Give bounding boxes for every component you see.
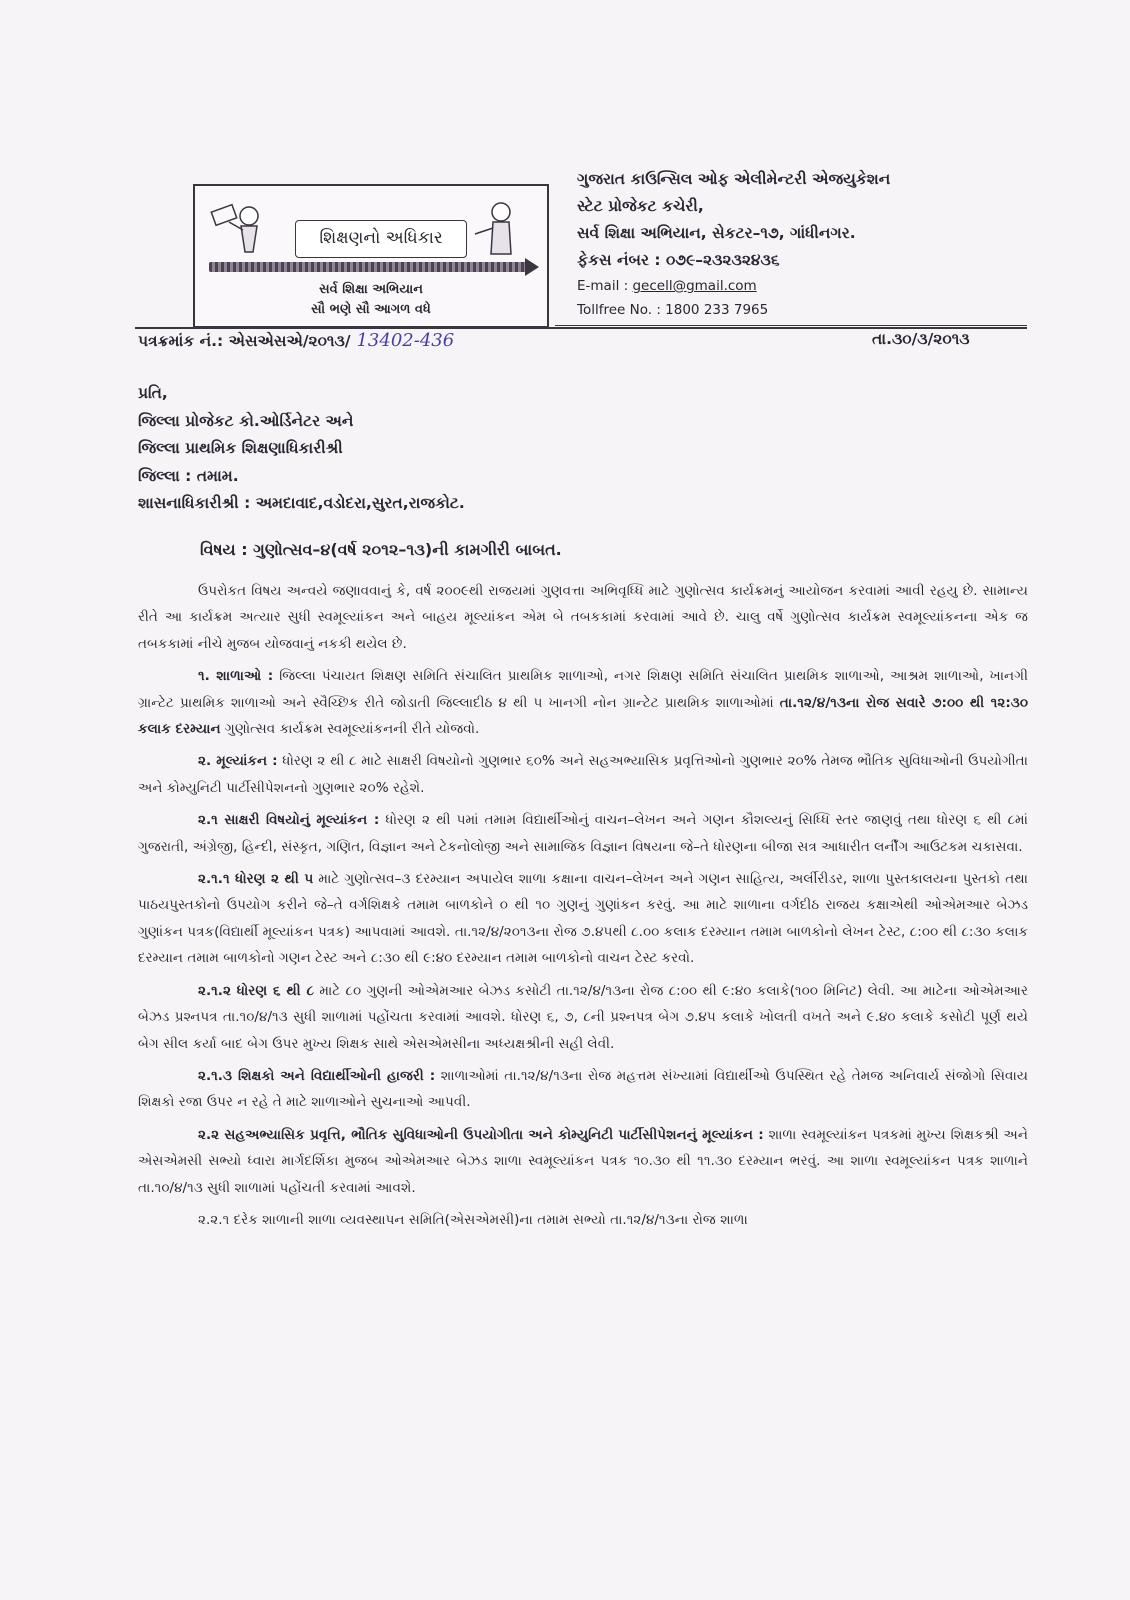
para-2-heading: ૨. મૂલ્યાંકન : <box>198 753 278 770</box>
recipient-line: જિલ્લા પ્રાથમિક શિક્ષણાધિકારીશ્રી <box>138 439 343 457</box>
para-1-text-end: ગુણોત્સવ કાર્યક્રમ સ્વમૂલ્યાંકનની રીતે યોજવો. <box>220 721 480 738</box>
paragraph-2-1-1 <box>138 866 1028 972</box>
recipient-line: જિલ્લા પ્રોજેકટ કો.ઓર્ડિનેટર અને <box>138 411 354 430</box>
paragraph-2-1-2 <box>138 978 1028 1057</box>
paragraph-2-1 <box>138 807 1028 860</box>
paragraph-2-1-3 <box>138 1063 1028 1116</box>
child-pencil-icon <box>471 194 533 264</box>
pencil-tip <box>525 258 539 276</box>
child-reading-icon <box>209 194 279 264</box>
para-2-1-2-heading: ૨.૧.૨ ધોરણ ૬ થી ૮ <box>198 982 314 999</box>
header-rule-top <box>555 325 1027 326</box>
paragraph-1 <box>138 663 1028 742</box>
paragraph-2-2 <box>138 1122 1028 1201</box>
org-email-link[interactable]: gecell@gmail.com <box>632 278 757 294</box>
para-1-heading: ૧. શાળાઓ : <box>198 668 274 685</box>
recipient-block <box>138 380 465 518</box>
para-2-1-heading: ૨.૧ સાક્ષરી વિષયોનું મૂલ્યાંકન : <box>198 812 380 829</box>
org-name: ગુજરાત કાઉન્સિલ ઓફ એલીમેન્ટરી એજયુકેશન <box>577 170 891 188</box>
org-tollfree: Tollfree No. : 1800 233 7965 <box>577 302 769 318</box>
para-1-bold: તા.૧૨/૪/૧૩ના રોજ સવારે ૭:૦૦ થી ૧૨:૩૦ કલાક દરમ્યાન <box>138 694 1028 738</box>
org-address <box>577 166 1037 322</box>
para-2-1-1-text: માટે ગુણોત્સવ–૩ દરમ્યાન અપાયેલ શાળા કક્ષાના વાચન–લેખન અને ગણન સાહિત્ય, અર્લીરીડર, શાળા પુસ્તકાલયના પુસ્તકો તથા પાઠયપુસ્તકોનો ઉપયોગ કરીને જે–તે વર્ગશિક્ષકે તમામ બાળકોને ૦ થી ૧૦ ગુણનું ગુણાંકન કરવું. આ માટે શાળાના વર્ગદીઠ રાજય કક્ષાએથી ઓએમઆર બેઝડ ગુણાંકન પત્રક(વિદ્યાર્થી મૂલ્યાંકન પત્રક) આપવામાં આવશે. તા.૧૨/૪/૨૦૧૩ના રોજ ૭.૪૫થી ૮.૦૦ કલાક દરમ્યાન તમામ બાળકોનો લેખન ટેસ્ટ, ૮:૦૦ થી ૮:૩૦ કલાક દરમ્યાન તમામ બાળકોનો ગણન ટેસ્ટ અને ૮:૩૦ થી ૯:૪૦ દરમ્યાન તમામ બાળકોનો વાચન ટેસ્ટ કરવો. <box>138 871 1028 967</box>
para-2-text: ધોરણ ૨ થી ૮ માટે સાક્ષરી વિષયોનો ગુણભાર ૬૦% અને સહઅભ્યાસિક પ્રવૃત્તિઓનો ગુણભાર ૨૦% તેમજ ભૌતિક સુવિધાઓની ઉપયોગીતા અને કોમ્યુનિટી પાર્ટીસીપેશનનો ગુણભાર ૨૦% રહેશે. <box>138 753 1029 796</box>
logo-tagline-2: સૌ ભણે સૌ આગળ વધે <box>311 302 431 317</box>
letter-body <box>138 578 1028 1239</box>
header-rule <box>135 327 1027 329</box>
pencil-bar <box>209 262 527 272</box>
org-address-line: સર્વ શિક્ષા અભિયાન, સેકટર–૧૭, ગાંધીનગર. <box>577 224 856 242</box>
paragraph-intro: ઉપરોકત વિષય અન્વયે જણાવવાનું કે, વર્ષ ૨૦૦૯થી રાજયમાં ગુણવત્તા અભિવૃધ્ધિ માટે ગુણોત્સવ કાર્યક્રમનું આયોજન કરવામાં આવી રહયુ છે. સામાન્ય રીતે આ કાર્યક્રમ અત્યાર સુધી સ્વમૂલ્યાંકન અને બાહય મૂલ્યાંકન એમ બે તબકકામાં કરવામાં આવે છે. ચાલુ વર્ષે ગુણોત્સવ કાર્યક્રમ સ્વમૂલ્યાંકનના એક જ તબકકામાં નીચે મુજબ યોજવાનું નકકી થયેલ છે. <box>138 583 1028 652</box>
recipient-line: પ્રતિ, <box>138 384 168 402</box>
para-2-1-3-heading: ૨.૧.૩ શિક્ષકો અને વિદ્યાર્થીઓની હાજરી : <box>198 1067 436 1084</box>
letter-reference <box>138 330 454 351</box>
ref-handwritten: 13402-436 <box>356 330 455 351</box>
para-2-1-3-text: શાળાઓમાં તા.૧૨/૪/૧૩ના રોજ મહત્તમ સંખ્યામાં વિદ્યાર્થીઓ ઉપસ્થિત રહે તેમજ અનિવાર્ય સંજોગો સિવાય શિક્ષકો રજા ઉપર ન રહે તે માટે શાળાઓને સુચનાઓ આપવી. <box>138 1067 1028 1111</box>
logo-box <box>193 184 549 328</box>
recipient-line: શાસનાધિકારીશ્રી : અમદાવાદ,વડોદરા,સુરત,રાજકોટ. <box>138 494 465 512</box>
logo-title: શિક્ષણનો અધિકાર <box>295 220 467 258</box>
ref-number: પત્રક્રમાંક નં.: એસએસએ/૨૦૧૩/ <box>138 332 351 350</box>
org-fax: ફેકસ નંબર : ૦૭૯–૨૩૨૩૨૪૩૬ <box>577 251 780 269</box>
para-2-2-text: શાળા સ્વમૂલ્યાંકન પત્રકમાં મુખ્ય શિક્ષકશ્રી અને એસએમસી સભ્યો ધ્વારા માર્ગદર્શિકા મુજબ ઓએમઆર બેઝડ શાળા સ્વમૂલ્યાંકન પત્રક ૧૦.૩૦ થી ૧૧.૩૦ દરમ્યાન ભરવું. આ શાળા સ્વમૂલ્યાંકન પત્રક શાળાને તા.૧૦/૪/૧૩ સુધી શાળામાં પહોંચતી કરવામાં આવશે. <box>138 1126 1028 1196</box>
para-1-text: જિલ્લા પંચાયત શિક્ષણ સમિતિ સંચાલિત પ્રાથમિક શાળાઓ, નગર શિક્ષણ સમિતિ સંચાલિત પ્રાથમિક શાળાઓ, આશ્રમ શાળાઓ, ખાનગી ગ્રાન્ટેટ પ્રાથમિક શાળાઓ અને સ્વૈચ્છિક રીતે જોડાતી જિલ્લાદીઠ ૪ થી ૫ ખાનગી નોન ગ્રાન્ટેટ પ્રાથમિક શાળાઓમાં <box>138 668 1028 711</box>
org-office: સ્ટેટ પ્રોજેકટ કચેરી, <box>577 197 704 215</box>
para-2-1-text: ધોરણ ૨ થી ૫માં તમામ વિદ્યાર્થીઓનું વાચન–લેખન અને ગણન કૌશલ્યનું સિધ્ધિ સ્તર જાણવું તથા ધોરણ ૬ થી ૮માં ગુજરાતી, અંગ્રેજી, હિન્દી, સંસ્કૃત, ગણિત, વિજ્ઞાન અને ટેકનોલોજી અને સામાજિક વિજ્ઞાન વિષયના જે–તે ધોરણના બીજા સત્ર આધારીત લર્નીંગ આઉટકમ ચકાસવા. <box>138 812 1028 855</box>
paragraph-2 <box>138 748 1028 801</box>
letter-subject: વિષય : ગુણોત્સવ–૪(વર્ષ ૨૦૧૨–૧૩)ની કામગીરી બાબત. <box>200 540 562 559</box>
org-email-row <box>577 274 1037 298</box>
letter-date: તા.૩૦/૩/૨૦૧૩ <box>872 330 970 348</box>
recipient-line: જિલ્લા : તમામ. <box>138 466 239 485</box>
logo-tagline-1: સર્વ શિક્ષા અભિયાન <box>319 282 423 297</box>
paragraph-2-2-1: ૨.૨.૧ દરેક શાળાની શાળા વ્યવસ્થાપન સમિતિ(એસએમસી)ના તમામ સભ્યો તા.૧૨/૪/૧૩ના રોજ શાળા <box>198 1211 748 1228</box>
para-2-1-2-text: માટે ૮૦ ગુણની ઓએમઆર બેઝડ કસોટી તા.૧૨/૪/૧૩ના રોજ ૮:૦૦ થી ૯:૪૦ કલાકે(૧૦૦ મિનિટ) લેવી. આ માટેના ઓએમઆર બેઝડ પ્રશ્નપત્ર તા.૧૦/૪/૧૩ સુધી શાળામાં પહોંચતા કરવામાં આવશે. ધોરણ ૬, ૭, ૮ની પ્રશ્નપત્ર બેગ ૭.૪૫ કલાકે ખોલતી વખતે અને ૯.૪૦ કલાકે કસોટી પૂર્ણ થયે બેગ સીલ કર્યા બાદ બેગ ઉપર મુખ્ય શિક્ષક સાથે એસએમસીના અધ્યક્ષશ્રીની સહી લેવી. <box>138 982 1028 1052</box>
org-email-label: E-mail : <box>577 278 633 294</box>
para-2-2-heading: ૨.૨ સહઅભ્યાસિક પ્રવૃત્તિ, ભૌતિક સુવિધાઓની ઉપયોગીતા અને કોમ્યુનિટી પાર્ટીસીપેશનનું મૂલ્યાંકન : <box>198 1126 764 1143</box>
para-2-1-1-heading: ૨.૧.૧ ધોરણ ૨ થી ૫ <box>198 871 314 888</box>
